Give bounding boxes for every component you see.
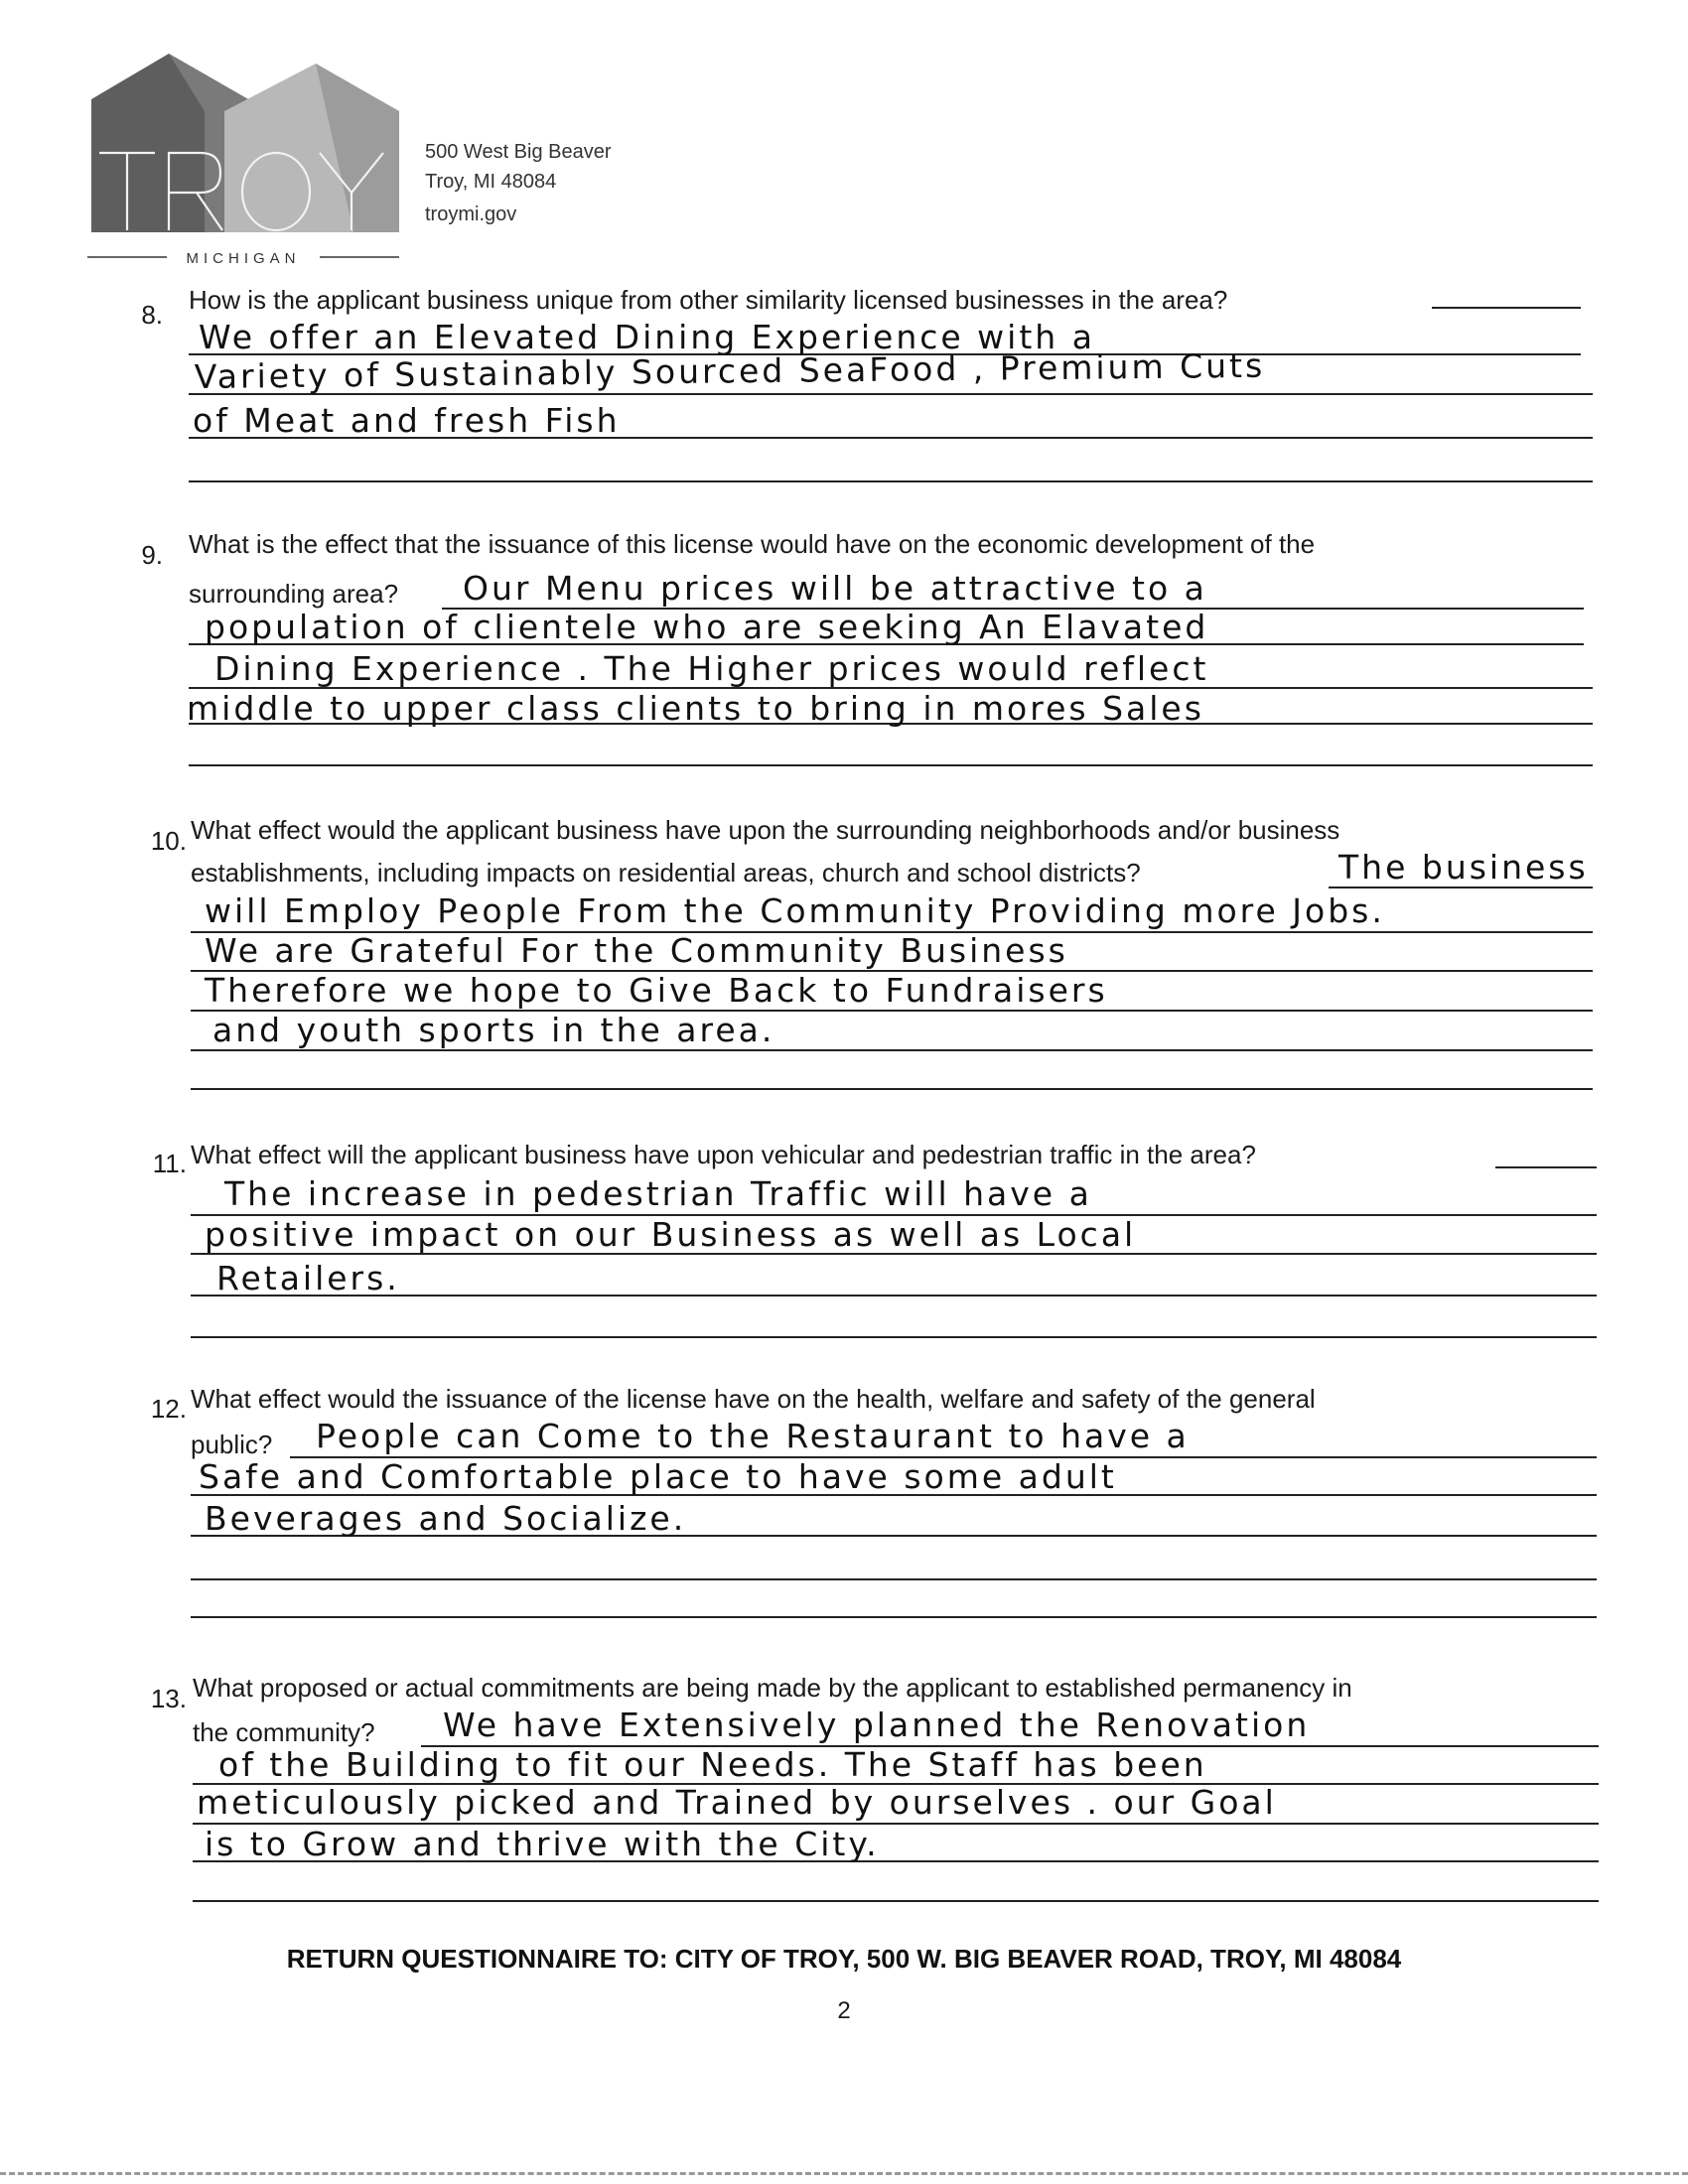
- handwritten-answer: Variety of Sustainably Sourced SeaFood , Premium Cuts: [194, 345, 1266, 396]
- handwritten-answer: Dining Experience . The Higher prices would reflect: [214, 649, 1209, 688]
- answer-line[interactable]: [1432, 307, 1581, 309]
- question-number: 9.: [141, 540, 163, 570]
- handwritten-answer: People can Come to the Restaurant to have a: [316, 1417, 1190, 1455]
- page-number: 2: [837, 1997, 851, 2024]
- question-text: What proposed or actual commitments are being made by the applicant to established permanency in: [193, 1673, 1352, 1703]
- handwritten-answer: meticulously picked and Trained by ourselves . our Goal: [197, 1783, 1277, 1822]
- address-city: Troy, MI 48084: [425, 171, 557, 193]
- answer-line[interactable]: [191, 1336, 1597, 1338]
- question-text: the community?: [193, 1717, 375, 1747]
- website: troymi.gov: [425, 204, 517, 225]
- answer-line[interactable]: [191, 1578, 1597, 1580]
- answer-line[interactable]: [189, 764, 1593, 766]
- answer-line[interactable]: [1495, 1166, 1597, 1168]
- handwritten-answer: We have Extensively planned the Renovation: [443, 1706, 1311, 1744]
- answer-line[interactable]: [191, 1049, 1593, 1051]
- answer-line[interactable]: [191, 1295, 1597, 1297]
- handwritten-answer: and youth sports in the area.: [212, 1011, 775, 1049]
- handwritten-answer: positive impact on our Business as well as Local: [205, 1215, 1137, 1254]
- answer-line[interactable]: [189, 480, 1593, 482]
- handwritten-answer: middle to upper class clients to bring in mores Sales: [187, 689, 1204, 728]
- handwritten-answer: Beverages and Socialize.: [205, 1499, 687, 1538]
- handwritten-answer: Our Menu prices will be attractive to a: [463, 569, 1207, 608]
- troy-logo: [85, 52, 401, 270]
- question-text: public?: [191, 1430, 273, 1459]
- handwritten-answer: population of clientele who are seeking An Elavated: [205, 608, 1209, 646]
- question-number: 12.: [150, 1394, 187, 1424]
- question-text: What effect would the applicant business have upon the surrounding neighborhoods and/or business: [191, 815, 1340, 845]
- handwritten-answer: Therefore we hope to Give Back to Fundraisers: [205, 971, 1108, 1010]
- return-instructions: RETURN QUESTIONNAIRE TO: CITY OF TROY, 500 W. BIG BEAVER ROAD, TROY, MI 48084: [286, 1944, 1402, 1974]
- handwritten-answer: Retailers.: [216, 1259, 400, 1297]
- question-number: 10.: [150, 826, 187, 856]
- question-text: What effect will the applicant business have upon vehicular and pedestrian traffic in the area?: [191, 1140, 1256, 1169]
- handwritten-answer: We are Grateful For the Community Business: [205, 931, 1068, 970]
- handwritten-answer: The increase in pedestrian Traffic will have a: [224, 1174, 1092, 1213]
- answer-line[interactable]: [191, 1088, 1593, 1090]
- question-text: surrounding area?: [189, 579, 399, 609]
- logo-state: MICHIGAN: [186, 250, 301, 267]
- question-text: What effect would the issuance of the license have on the health, welfare and safety of the general: [191, 1384, 1316, 1414]
- answer-line[interactable]: [191, 1616, 1597, 1618]
- question-text: How is the applicant business unique from other similarity licensed businesses in the area?: [189, 285, 1228, 315]
- handwritten-answer: of the Building to fit our Needs. The Staff has been: [218, 1745, 1207, 1784]
- question-number: 13.: [150, 1684, 187, 1713]
- handwritten-answer: The business: [1338, 848, 1589, 887]
- handwritten-answer: will Employ People From the Community Providing more Jobs.: [205, 891, 1385, 930]
- handwritten-answer: of Meat and fresh Fish: [193, 401, 621, 440]
- scan-edge-divider: [0, 2172, 1688, 2175]
- handwritten-answer: We offer an Elevated Dining Experience with a: [199, 318, 1095, 356]
- answer-line[interactable]: [193, 1900, 1599, 1902]
- answer-line[interactable]: [1329, 887, 1593, 888]
- handwritten-answer: Safe and Comfortable place to have some adult: [199, 1457, 1117, 1496]
- address-street: 500 West Big Beaver: [425, 141, 612, 163]
- question-text: What is the effect that the issuance of this license would have on the economic development of the: [189, 529, 1316, 559]
- question-number: 11.: [152, 1149, 187, 1178]
- question-number: 8.: [141, 300, 163, 330]
- handwritten-answer: is to Grow and thrive with the City.: [205, 1825, 880, 1863]
- question-text: establishments, including impacts on residential areas, church and school districts?: [191, 858, 1141, 887]
